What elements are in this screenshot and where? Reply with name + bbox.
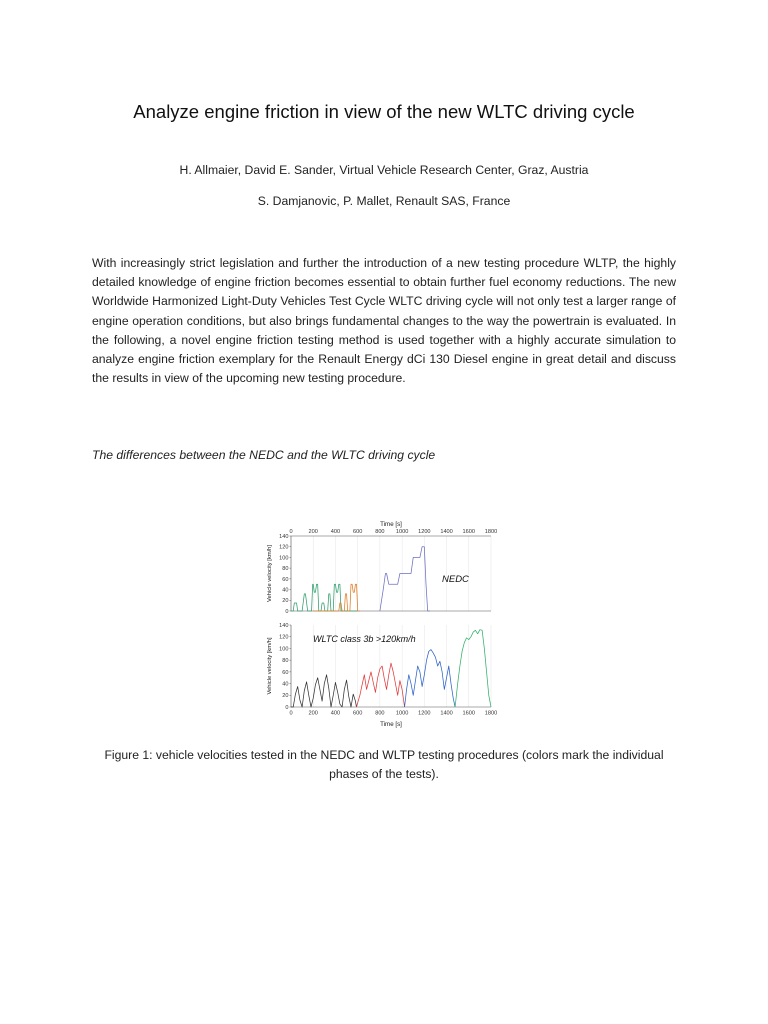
abstract: With increasingly strict legislation and further the introduction of a new testing procedure WLTP, the highly detailed knowledge of engine friction becomes essential to obtain further fuel economy reductions. The new Worldwide Harmonized Light-Duty Vehicles Test Cycle WLTC driving cycle will not only test a larger range of engine operation conditions, but also brings fundamental changes to the way the powertrain is evaluated. In the following, a novel engine friction testing method is used together with a highly accurate simulation to analyze engine friction exemplary for the Renault Energy dCi 130 Diesel engine in great detail and discuss the results in view of the upcoming new testing procedure. [92,256,676,386]
x-tick-label: 1200 [418,710,431,717]
y-tick-label: 40 [282,681,289,688]
y-tick-label: 0 [285,704,289,711]
x-tick-label: 1400 [440,529,453,535]
x-tick-label: 1000 [395,710,409,717]
y-tick-label: 20 [282,598,289,605]
velocity-chart [258,508,510,734]
x-tick-label: 0 [289,710,293,717]
x-tick-label: 400 [330,529,341,535]
x-tick-label: 1800 [484,710,498,717]
y-tick-label: 100 [279,555,289,562]
x-tick-label: 1400 [440,710,453,717]
y-tick-label: 80 [282,658,289,665]
x-tick-label: 1800 [484,529,498,535]
x-tick-label: 800 [375,710,385,717]
y-tick-label: 40 [282,587,289,594]
figure-caption: Figure 1: vehicle velocities tested in the NEDC and WLTP testing procedures (colors mark the individual phases of the tests). [104,748,664,781]
chart-annotation: NEDC [442,574,469,585]
chart-annotation: WLTC class 3b >120km/h [313,634,416,644]
x-axis-label: Time [s] [380,721,402,728]
y-axis-label: Vehicle velocity [km/h] [267,637,273,695]
x-tick-label: 1000 [395,529,409,535]
x-tick-label: 1600 [462,710,476,717]
x-tick-label: 1200 [418,529,431,535]
x-tick-label: 200 [308,710,318,717]
paper-title: Analyze engine friction in view of the new WLTC driving cycle [133,101,635,122]
x-tick-label: 1600 [462,529,476,535]
authors-line-2: S. Damjanovic, P. Mallet, Renault SAS, France [257,194,511,208]
x-tick-label: 600 [352,529,363,535]
x-tick-label: 800 [375,529,385,535]
y-tick-label: 80 [282,566,289,573]
y-tick-label: 140 [279,533,289,540]
y-tick-label: 60 [282,576,289,583]
x-tick-label: 600 [352,710,363,717]
section-heading: The differences between the NEDC and the WLTC driving cycle [92,448,436,462]
x-tick-label: 0 [289,529,293,535]
x-tick-label: 400 [330,710,341,717]
y-tick-label: 140 [279,622,289,629]
x-axis-label: Time [s] [380,521,402,528]
y-tick-label: 20 [282,693,289,700]
y-tick-label: 100 [279,646,289,653]
x-tick-label: 200 [308,529,318,535]
y-axis-label: Vehicle velocity [km/h] [267,544,273,603]
figure-1 [258,508,510,734]
authors-line-1: H. Allmaier, David E. Sander, Virtual Vehicle Research Center, Graz, Austria [179,163,589,177]
y-tick-label: 120 [279,544,289,551]
y-tick-label: 120 [279,634,289,641]
y-tick-label: 60 [282,669,289,676]
y-tick-label: 0 [285,608,289,615]
